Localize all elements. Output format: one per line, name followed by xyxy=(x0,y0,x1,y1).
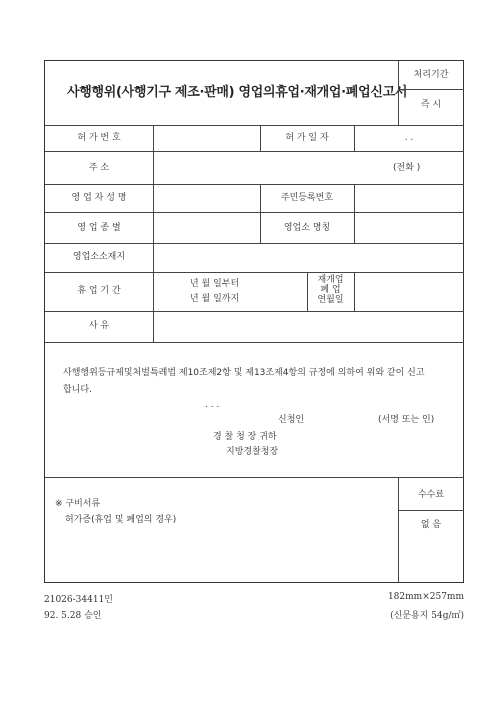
divider xyxy=(45,125,464,126)
period-to: 년 월 일까지 xyxy=(190,294,240,304)
reason-label: 사 유 xyxy=(88,321,110,331)
divider xyxy=(354,272,355,311)
divider xyxy=(45,342,464,343)
processing-period-label: 처리기간 xyxy=(413,70,449,80)
phone-label: (전화 ) xyxy=(393,163,421,173)
resident-number-label: 주민등록번호 xyxy=(280,193,334,203)
reopen-date-label-1: 재개업 xyxy=(317,275,344,285)
declaration-text-end: 합니다. xyxy=(63,385,92,395)
period-from: 년 월 일부터 xyxy=(190,279,240,289)
fee-label: 수수료 xyxy=(417,490,445,500)
processing-period-value: 즉 시 xyxy=(420,100,442,110)
addressee-regional: 지방경찰청장 xyxy=(226,447,279,457)
reopen-date-label-3: 연월일 xyxy=(317,295,344,305)
divider xyxy=(354,184,355,243)
divider xyxy=(398,510,464,511)
permit-date-label: 허 가 일 자 xyxy=(285,133,329,143)
approval-date: 92. 5.28 승인 xyxy=(44,611,102,621)
divider xyxy=(45,272,464,273)
declaration-date: . . . xyxy=(205,400,220,410)
reopen-date-label-2: 폐 업 xyxy=(320,285,341,295)
signature-label: (서명 또는 인) xyxy=(378,415,435,425)
form-title: 사행행위(사행기구 제조·판매) 영업의휴업·재개업·폐업신고서 xyxy=(67,85,408,100)
operator-name-label: 영 업 자 성 명 xyxy=(71,193,127,203)
fee-value: 없 음 xyxy=(420,520,442,530)
report-form xyxy=(44,60,464,583)
permit-date-value: . . xyxy=(404,133,414,143)
paper-type: (신문용지 54g/㎡) xyxy=(390,611,464,621)
suspension-period-label: 휴 업 기 간 xyxy=(77,286,121,296)
permit-number-label: 허 가 번 호 xyxy=(77,133,121,143)
divider xyxy=(45,477,464,478)
attachments-item: 허가증(휴업 및 폐업의 경우) xyxy=(65,515,177,525)
divider xyxy=(45,243,464,244)
attachments-heading: ※ 구비서류 xyxy=(55,499,101,509)
divider xyxy=(45,311,464,312)
divider xyxy=(45,184,464,185)
divider xyxy=(45,212,464,213)
divider xyxy=(45,151,464,152)
business-name-label: 영업소 명칭 xyxy=(283,223,331,233)
applicant-label: 신청인 xyxy=(278,415,305,425)
business-location-label: 영업소소재지 xyxy=(72,252,126,262)
paper-size: 182mm×257mm xyxy=(387,592,464,602)
business-type-label: 영 업 종 별 xyxy=(77,223,121,233)
address-label: 주 소 xyxy=(88,163,110,173)
addressee-police: 경 찰 청 장 귀하 xyxy=(213,432,277,442)
declaration-text: 사행행위등규제및처벌특례법 제10조제2항 및 제13조제4항의 규정에 의하여 위와 같이 신고 xyxy=(63,368,425,378)
divider xyxy=(153,125,154,342)
form-number: 21026-34411민 xyxy=(44,595,113,605)
divider xyxy=(398,89,464,90)
